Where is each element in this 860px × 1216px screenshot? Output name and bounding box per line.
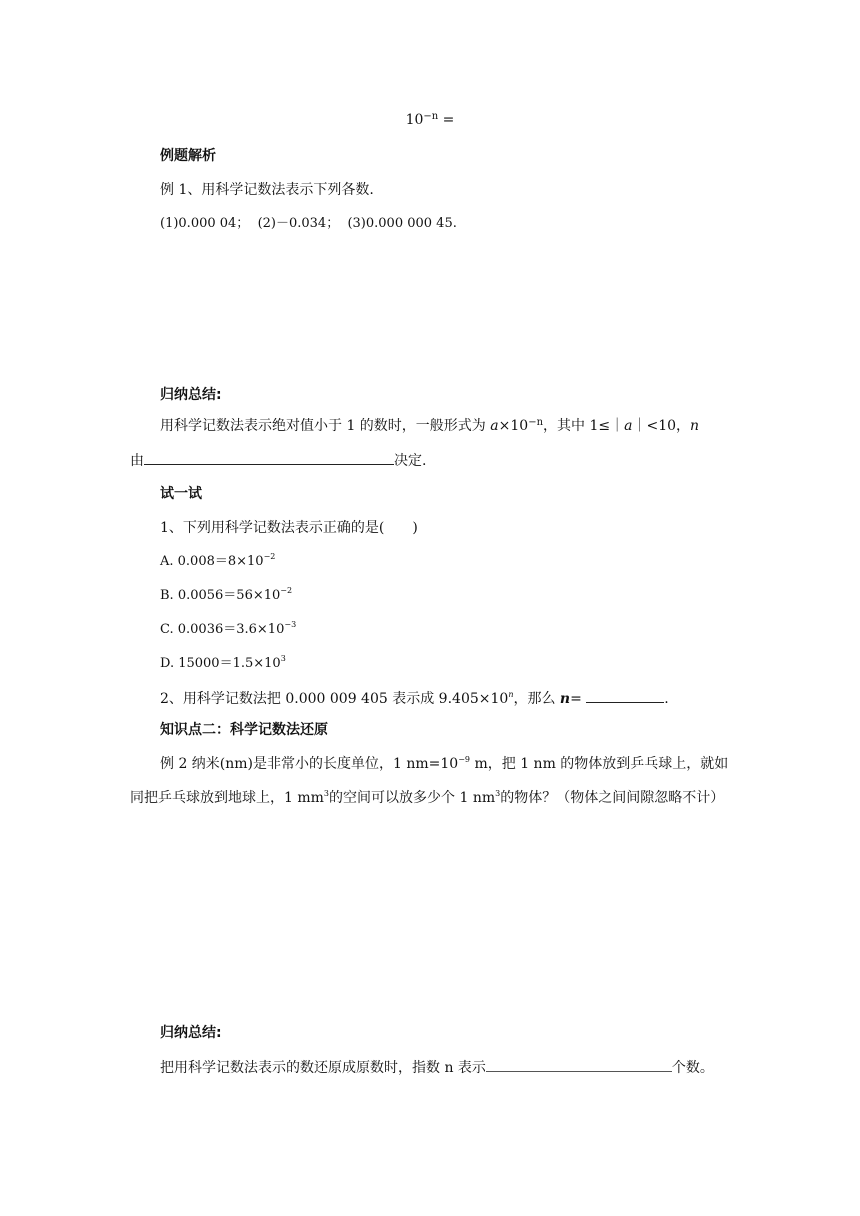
practice-q2 — [160, 688, 669, 709]
summary-2-line — [160, 1057, 714, 1078]
option-c-text: C. 0.0036＝3.6×10 — [160, 622, 285, 637]
summary-2-text-b: 个数。 — [671, 1060, 714, 1076]
section-example-heading: 例题解析 — [160, 148, 216, 164]
summary-2-heading: 归纳总结: — [160, 1025, 222, 1041]
q2-text-a: 2、用科学记数法把 0.000 009 405 表示成 9.405×10 — [160, 691, 509, 707]
formula-base: 10 — [405, 112, 424, 128]
ex2-l1-exp: −9 — [458, 755, 471, 764]
formula-exp: −n — [423, 111, 439, 122]
ex2-l2-exp2: 3 — [495, 789, 501, 798]
knowledge-point-2-heading: 知识点二：科学记数法还原 — [160, 722, 328, 738]
ex2-l2-exp1: 3 — [323, 789, 330, 798]
q2-var-n: n — [559, 691, 571, 707]
practice-option-b — [160, 586, 292, 606]
example-2-line-2 — [130, 788, 724, 808]
ex2-l2-c: 的物体？（物体之间间隙忽略不计） — [500, 790, 725, 806]
formula-ten-neg-n — [0, 112, 860, 128]
summary-1-line-1 — [160, 416, 699, 436]
option-d-exp: 3 — [280, 654, 286, 663]
summary-1-line-2 — [130, 450, 426, 471]
option-d-text: D. 15000＝1.5×10 — [160, 656, 281, 671]
summary-1-line2-b: 决定. — [394, 453, 427, 469]
practice-option-a — [160, 552, 275, 572]
q2-text-c: = — [570, 691, 587, 707]
summary-1-heading: 归纳总结: — [160, 387, 222, 403]
q2-exp: n — [508, 690, 514, 699]
summary-1-var-a2: a — [624, 418, 633, 434]
option-b-text: B. 0.0056＝56×10 — [160, 588, 281, 603]
ex2-l1-b: m，把 1 nm 的物体放到乒乓球上，就如 — [470, 756, 729, 772]
summary-1-times: × — [498, 418, 511, 434]
ex2-l2-b: 的空间可以放多少个 1 nm — [329, 790, 496, 806]
practice-heading: 试一试 — [160, 486, 202, 502]
ex2-l2-a: 同把乒乓球放到地球上，1 mm — [130, 790, 324, 806]
option-a-exp: −2 — [263, 552, 276, 561]
summary-1-var-a: a — [490, 418, 499, 434]
summary-1-text-b: ，其中 1≤｜ — [543, 418, 625, 434]
summary-1-var-n: n — [690, 418, 700, 434]
summary-2-text-a: 把用科学记数法表示的数还原成原数时，指数 n 表示 — [160, 1060, 486, 1076]
practice-option-c — [160, 620, 296, 640]
summary-1-line2-a: 由 — [130, 453, 144, 469]
practice-q1: 1、下列用科学记数法表示正确的是( ) — [160, 520, 418, 536]
summary-1-text-a: 用科学记数法表示绝对值小于 1 的数时，一般形式为 — [160, 418, 491, 434]
formula-tail: = — [438, 112, 455, 128]
example-2-line-1 — [160, 754, 728, 774]
q2-text-d: . — [664, 691, 669, 707]
example-1-title: 例 1、用科学记数法表示下列各数. — [160, 182, 374, 198]
example-1-items: (1)0.000 04； (2)－0.034； (3)0.000 000 45. — [160, 216, 457, 231]
option-c-exp: −3 — [284, 620, 297, 629]
ex2-l1-a: 例 2 纳米(nm)是非常小的长度单位，1 nm=10 — [160, 756, 459, 772]
summary-1-answer-blank[interactable] — [144, 450, 394, 465]
option-a-text: A. 0.008＝8×10 — [160, 554, 264, 569]
summary-1-exp: −n — [528, 417, 544, 428]
summary-1-base: 10 — [510, 418, 529, 434]
summary-2-answer-blank[interactable] — [486, 1057, 672, 1072]
q2-text-b: ，那么 — [513, 691, 560, 707]
option-b-exp: −2 — [280, 586, 293, 595]
q2-answer-blank[interactable] — [586, 688, 664, 703]
practice-option-d — [160, 654, 286, 674]
summary-1-text-c: ｜<10， — [632, 418, 691, 434]
